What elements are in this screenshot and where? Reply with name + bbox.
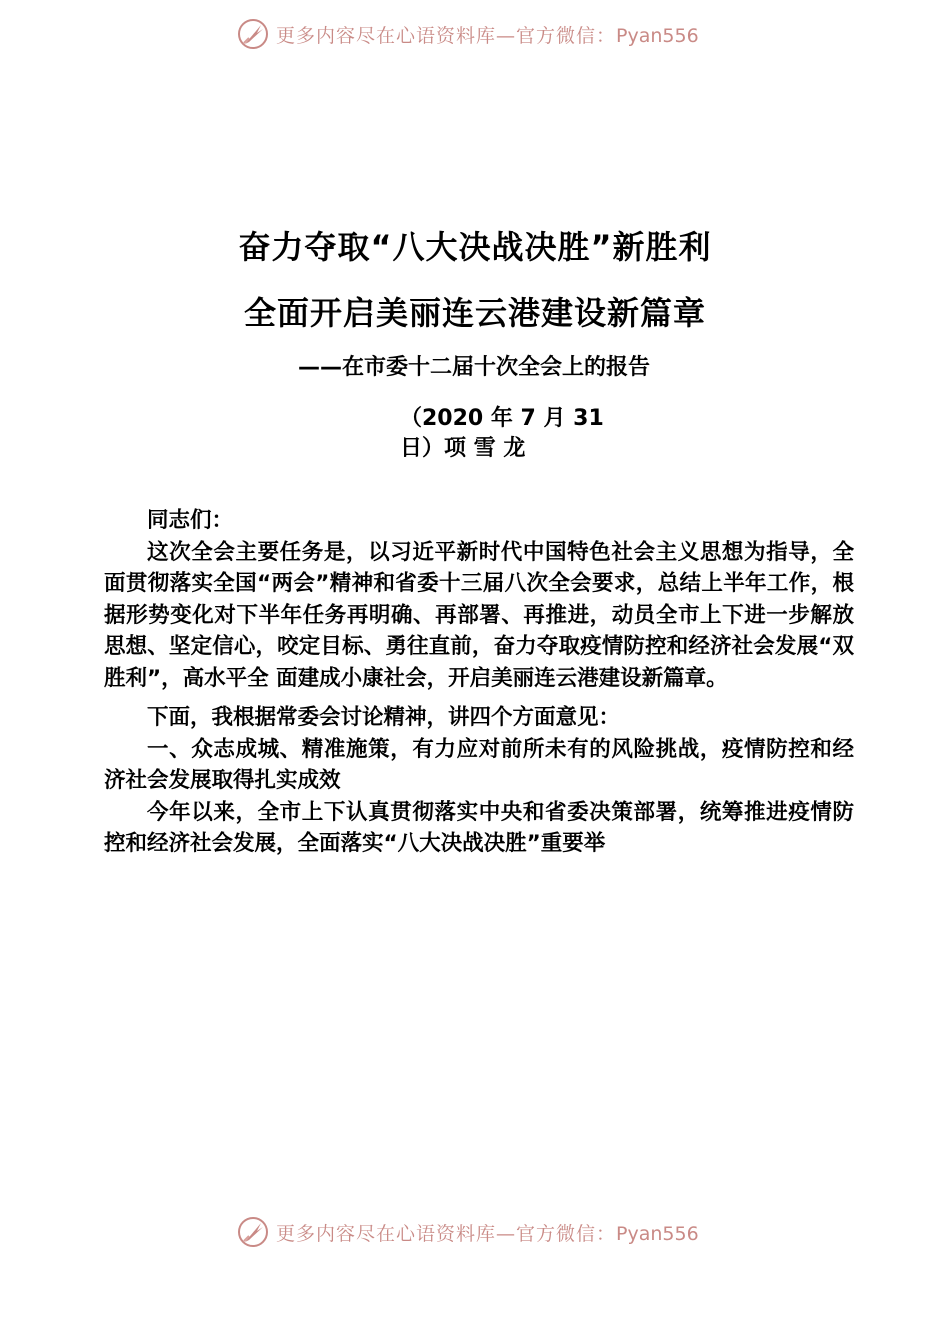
document-title-line1: 奋力夺取“八大决战决胜”新胜利 — [238, 228, 712, 266]
paragraph: 下面，我根据常委会讨论精神，讲四个方面意见： — [147, 705, 621, 730]
quill-logo-icon — [236, 17, 270, 51]
paragraph: 这次全会主要任务是，以习近平新时代中国特色社会主义思想为指导，全面贯彻落实全国“两会”精神和省委十三届八次全会要求，总结上半年工作，根据形势变化对下半年任务再明确、再部署、再推进，动员全市上下进一步解放思想、坚定信心，咬定目标、勇往直前，奋力夺取疫情防控和经济社会发展“双胜利”，高水平全 面建成小康社会，开启美丽连云港建设新篇章。 — [104, 539, 854, 691]
quill-logo-icon — [236, 1215, 270, 1249]
header-watermark — [236, 14, 699, 54]
watermark-text — [276, 1219, 699, 1246]
footer-watermark — [236, 1212, 699, 1252]
document-subtitle: ——在市委十二届十次全会上的报告 — [298, 355, 651, 380]
section-heading: 一、众志成城、精准施策，有力应对前所未有的风险挑战，疫情防控和经济社会发展取得扎实成效 — [104, 736, 854, 793]
document-body — [104, 505, 854, 860]
watermark-label: 更多内容尽在心语资料库—官方微信： — [276, 1222, 617, 1245]
watermark-text — [276, 21, 699, 48]
document-title-line2: 全面开启美丽连云港建设新篇章 — [243, 294, 706, 332]
date-line2: 日）项 雪 龙 — [400, 436, 526, 461]
paragraph: 今年以来，全市上下认真贯彻落实中央和省委决策部署，统筹推进疫情防控和经济社会发展，全面落实“八大决战决胜”重要举 — [104, 799, 854, 856]
watermark-wechat-id: Pyan556 — [616, 24, 699, 47]
document-date-author — [400, 404, 604, 464]
watermark-label: 更多内容尽在心语资料库—官方微信： — [276, 24, 617, 47]
salutation: 同志们： — [147, 508, 234, 533]
date-line1: （2020 年 7 月 31 — [400, 406, 604, 431]
watermark-wechat-id: Pyan556 — [616, 1222, 699, 1245]
